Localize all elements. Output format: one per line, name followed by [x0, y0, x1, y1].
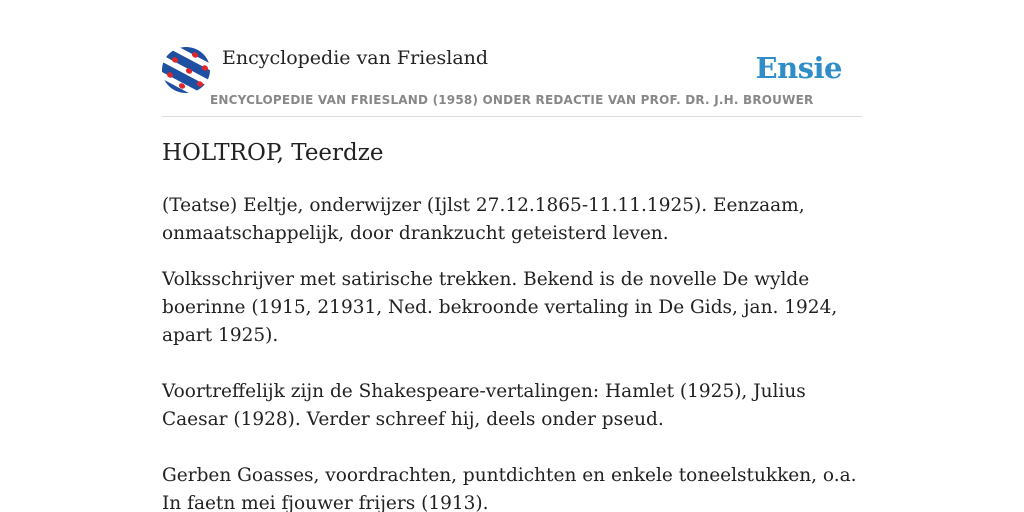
entry-paragraph: (Teatse) Eeltje, onderwijzer (Ijlst 27.12.1865-11.11.1925). Eenzaam, onmaatschappelijk, door drankzucht geteisterd leven.: [162, 195, 805, 244]
page: [162, 0, 862, 512]
entry-paragraph: Voortreffelijk zijn de Shakespeare-vertalingen: Hamlet (1925), Julius Caesar (1928). Verder schreef hij, deels onder pseud.: [162, 381, 806, 430]
header: [162, 0, 862, 117]
entry-paragraph: Gerben Goasses, voordrachten, puntdichten en enkele toneelstukken, o.a. In faetn mei fjouwer frijers (1913).: [162, 465, 857, 512]
paragraph-gap: [162, 350, 862, 378]
frisian-flag-icon[interactable]: [162, 47, 210, 93]
source-subtitle: ENCYCLOPEDIE VAN FRIESLAND (1958) ONDER REDACTIE VAN PROF. DR. J.H. BROUWER: [210, 93, 814, 107]
entry-body: [162, 192, 862, 512]
paragraph-gap: [162, 434, 862, 462]
source-title[interactable]: Encyclopedie van Friesland: [222, 47, 489, 69]
entry-paragraph: Volksschrijver met satirische trekken. Bekend is de novelle De wylde boerinne (1915, 21931, Ned. bekroonde vertaling in De Gids, jan. 1924, apart 1925).: [162, 269, 838, 346]
entry-title: HOLTROP, Teerdze: [162, 140, 384, 166]
ensie-logo-link[interactable]: Ensie: [755, 51, 842, 85]
